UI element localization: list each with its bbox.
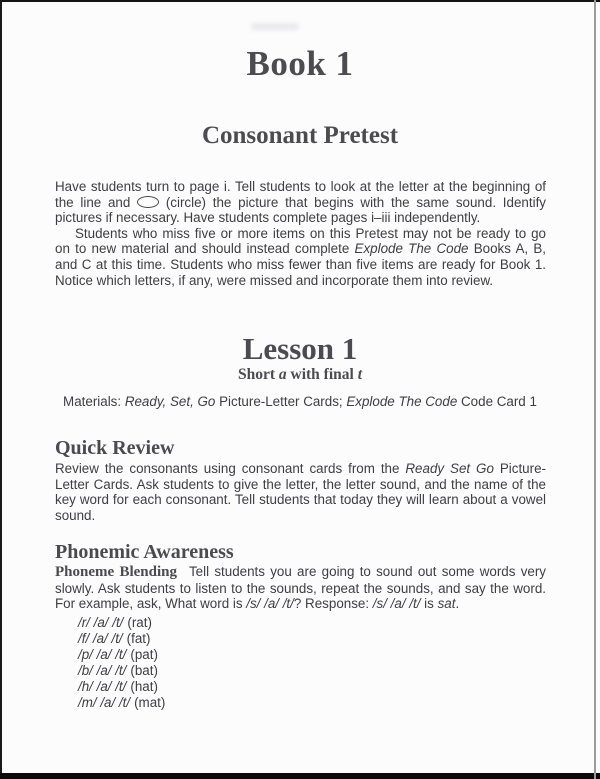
pretest-title: Consonant Pretest	[201, 122, 399, 149]
materials-label: Materials:	[63, 394, 125, 409]
quick-review-text-a: Review the consonants using consonant cards from the	[55, 461, 406, 476]
word: (mat)	[134, 694, 166, 710]
materials-cards-name: Ready, Set, Go	[124, 394, 216, 409]
scan-border-left	[0, 0, 2, 779]
list-item	[78, 679, 165, 695]
subtitle-letter-t: t	[357, 366, 363, 383]
pretest-p2-text-a: Students who miss five or more items on this Pretest may not be ready to go on to new material and should instead complete	[55, 225, 546, 257]
scan-border-top	[0, 0, 600, 2]
phonemes: /b/ /a/ /t/	[78, 662, 127, 678]
list-item	[78, 647, 165, 663]
circle-shape-icon	[137, 196, 159, 208]
faded-header-smudge	[251, 23, 299, 30]
quick-review-cards-name: Ready Set Go	[405, 461, 494, 476]
phoneme-word-sat: sat	[437, 596, 456, 612]
phoneme-blending-text-a: Tell students you are going to sound out some words very slowly. Ask students to listen to the sounds, repeat the sounds, and say the word. For example, ask, What word is	[55, 564, 547, 612]
list-item	[78, 615, 165, 631]
materials-series-name: Explode The Code	[346, 394, 458, 409]
pretest-paragraph-2	[55, 226, 546, 288]
quick-review-paragraph	[55, 461, 546, 523]
materials-text-a: Picture-Letter Cards;	[215, 394, 347, 409]
pretest-p1-text-a: Have students turn to page i. Tell students to look at the letter at the beginning of the line and	[55, 179, 546, 210]
book-title: Book 1	[246, 44, 354, 83]
subtitle-text-a: Short	[237, 366, 279, 383]
word: (hat)	[130, 678, 158, 694]
word: (bat)	[130, 662, 158, 678]
phoneme-blending-text-b: ? Response:	[293, 596, 373, 612]
phoneme-example-2: /s/ /a/ /t/	[372, 596, 421, 612]
phonemes: /m/ /a/ /t/	[78, 694, 131, 710]
phoneme-blending-text-c: is	[420, 596, 438, 612]
quick-review-heading: Quick Review	[55, 437, 175, 459]
series-name-italic: Explode The Code	[354, 241, 469, 257]
phoneme-blending-paragraph	[55, 564, 546, 612]
scan-border-right	[594, 0, 596, 779]
lesson-subtitle	[0, 366, 600, 384]
materials-text-b: Code Card 1	[457, 394, 537, 409]
phonemes: /h/ /a/ /t/	[78, 678, 127, 694]
subtitle-letter-a: a	[278, 366, 287, 383]
phoneme-blending-subheading: Phoneme Blending	[55, 564, 177, 580]
subtitle-text-b: with final	[286, 366, 358, 383]
materials-line	[0, 394, 600, 410]
scan-border-bottom	[0, 773, 600, 779]
pretest-p1-text-b: (circle) the picture that begins with the same sound. Identify pictures if necessary. Have students complete pages i–iii independently.	[55, 194, 546, 226]
quick-review-text-b: Picture-Letter Cards. Ask students to give the letter, the letter sound, and the name of the key word for each consonant. Tell students that today they will learn about a vowel sound.	[55, 461, 546, 523]
phoneme-blending-text-d: .	[455, 596, 460, 612]
phonemic-awareness-heading: Phonemic Awareness	[55, 541, 234, 563]
phoneme-word-list	[78, 615, 165, 710]
list-item	[78, 631, 165, 647]
phonemes: /p/ /a/ /t/	[78, 646, 127, 662]
phonemes: /f/ /a/ /t/	[78, 630, 123, 646]
phonemes: /r/ /a/ /t/	[78, 615, 124, 630]
pretest-paragraph-1	[55, 179, 546, 226]
pretest-p2-text-b: Books A, B, and C at this time. Students who miss fewer than five items are ready for Book 1. Notice which letters, if any, were missed and incorporate them into review.	[55, 241, 546, 288]
word: (fat)	[126, 630, 151, 646]
pretest-instructions	[55, 179, 546, 288]
phoneme-example-1: /s/ /a/ /t/	[246, 596, 294, 612]
word: (pat)	[130, 646, 158, 662]
list-item	[78, 663, 165, 679]
word: (rat)	[127, 615, 152, 630]
list-item	[78, 695, 165, 711]
lesson-title: Lesson 1	[242, 331, 358, 366]
